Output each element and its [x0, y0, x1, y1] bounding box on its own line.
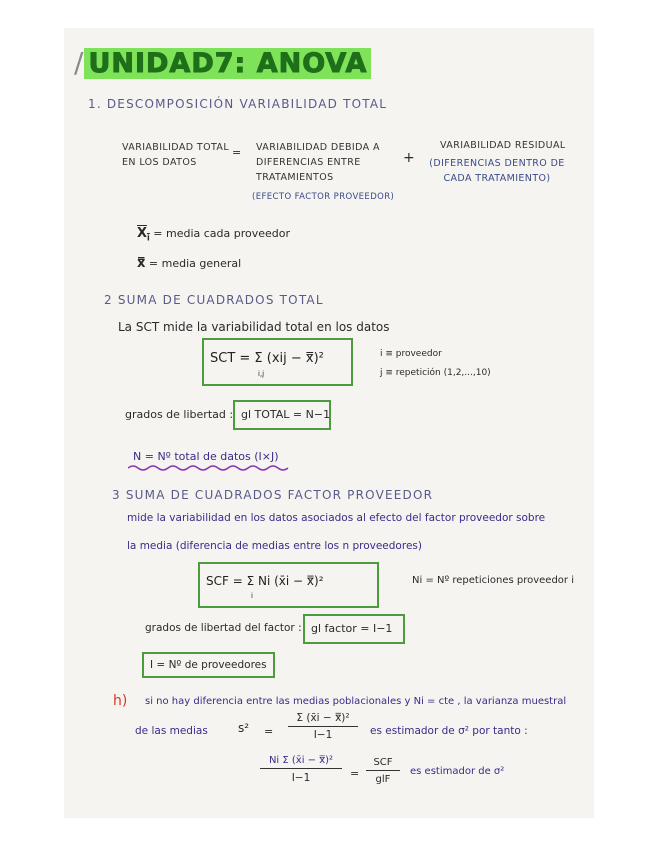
estimator-text: es estimador de σ² — [410, 766, 505, 777]
variance-fraction — [288, 712, 358, 741]
scf-formula-subscript: i — [251, 592, 253, 600]
title-text: UNIDAD7: ANOVA — [84, 48, 371, 79]
variance-denominator: I−1 — [313, 729, 333, 741]
total-variability-label: VARIABILIDAD TOTAL EN LOS DATOS — [122, 142, 230, 168]
xi-definition-text: = media cada proveedor — [153, 227, 291, 240]
ni-fraction-numerator: Ni Σ (x̄i − x̿)² — [260, 755, 342, 769]
ni-definition: Ni = Nº repeticiones proveedor i — [412, 575, 574, 586]
plus-sign: + — [403, 150, 415, 166]
ni-fraction — [260, 755, 342, 784]
residual-detail-label: (DIFERENCIAS DENTRO DE CADA TRATAMIENTO) — [429, 158, 565, 184]
i-definition-box: I = Nº de proveedores — [142, 652, 275, 678]
sct-dof-box: gl TOTAL = N−1 — [233, 400, 331, 430]
residual-variability-label: VARIABILIDAD RESIDUAL — [440, 140, 566, 151]
xbb-definition: x̿ = media general — [137, 256, 242, 271]
scf-fraction-numerator: SCF — [366, 757, 400, 771]
j-definition: j ≡ repetición (1,2,...,10) — [380, 368, 491, 378]
scf-description-line2: la media (diferencia de medias entre los n proveedores) — [127, 540, 422, 552]
scf-formula-box — [198, 562, 379, 608]
xi-definition: $X_i$ = media cada proveedor — [137, 226, 291, 243]
s-squared-equals: = — [264, 725, 274, 738]
section-1-heading: 1. DESCOMPOSICIÓN VARIABILIDAD TOTAL — [88, 97, 388, 111]
xbb-definition-text: = media general — [148, 257, 242, 270]
title-slash: / — [74, 46, 85, 79]
hypothesis-line2-end: es estimador de σ² por tanto : — [370, 725, 528, 737]
scf-fraction — [366, 757, 400, 785]
hypothesis-line2-start: de las medias — [135, 725, 208, 737]
scf-dof-box: gl factor = I−1 — [303, 614, 405, 644]
variance-numerator: Σ (x̄i − x̿)² — [288, 712, 358, 727]
section-2-heading: 2 SUMA DE CUADRADOS TOTAL — [104, 293, 324, 307]
ni-fraction-denominator: I−1 — [291, 772, 311, 784]
wavy-underline — [128, 464, 293, 472]
scf-formula: SCF = Σ Ni (x̄i − x̿)² — [206, 574, 324, 588]
sct-formula-subscript: i,j — [258, 370, 265, 378]
sct-intro: La SCT mide la variabilidad total en los datos — [118, 320, 390, 334]
section-3-heading: 3 SUMA DE CUADRADOS FACTOR PROVEEDOR — [112, 488, 434, 502]
sct-formula: SCT = Σ (xij − x̿)² — [210, 351, 324, 366]
i-definition: i ≡ proveedor — [380, 349, 442, 359]
hypothesis-mark: h) — [113, 693, 128, 709]
s-squared: s² — [238, 721, 250, 735]
hypothesis-line1: si no hay diferencia entre las medias poblacionales y Ni = cte , la varianza muestral — [145, 696, 567, 707]
treatments-variability-label: VARIABILIDAD DEBIDA A DIFERENCIAS ENTRE TRATAMIENTOS — [256, 142, 380, 183]
sct-dof-label: grados de libertad : — [125, 408, 234, 421]
scf-description-line1: mide la variabilidad en los datos asociados al efecto del factor proveedor sobre — [127, 512, 546, 524]
fraction-equals: = — [350, 767, 360, 780]
scf-dof-label: grados de libertad del factor : — [145, 622, 302, 634]
equals-sign: = — [232, 146, 242, 159]
page-title — [74, 46, 371, 79]
scf-fraction-denominator: glF — [375, 774, 391, 785]
sct-formula-box — [202, 338, 353, 386]
factor-effect-label: (EFECTO FACTOR PROVEEDOR) — [252, 192, 395, 202]
n-definition: N = Nº total de datos (I×J) — [133, 450, 279, 463]
